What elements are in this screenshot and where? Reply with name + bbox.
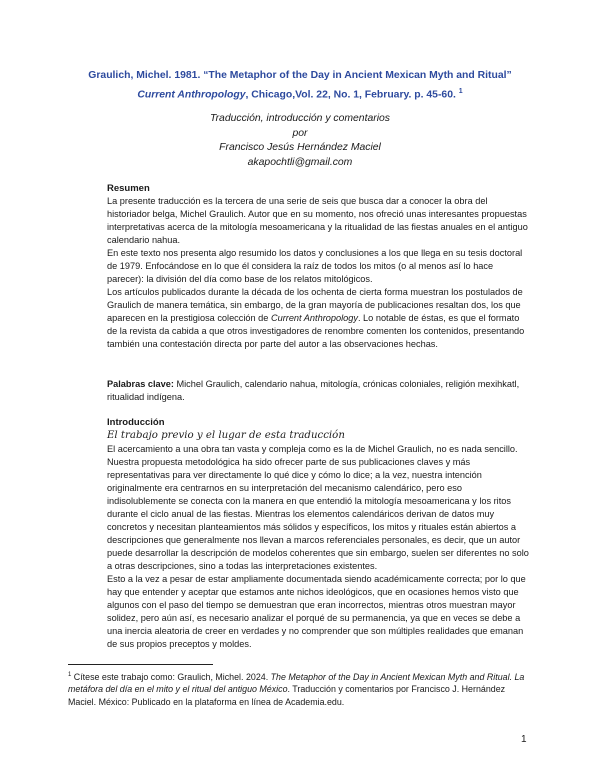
keywords-section bbox=[107, 378, 532, 404]
footnote: $^1$ Cítese este trabajo como: Graulich, Michel. 2024. The Metaphor of the Day in Ancient Mexican Myth and Ritual. La metáfora del día en el mito y el ritual del antiguo México. Traducción y comentarios por Francisco J. Hernández Maciel. México: Publicado en la plataforma en línea de Academia.edu. bbox=[68, 671, 525, 707]
credits-by: por bbox=[292, 127, 308, 139]
page-number: 1 bbox=[521, 734, 527, 745]
abstract-paragraph: Los artículos publicados durante la década de los ochenta de cierta forma muestran los postulados de Graulich de manera temática, sin embargo, de la gran mayoría de publicaciones resaltan dos, los que aparecen en la prestigiosa colección de Current Anthropology. Lo notable de éstas, es que el formato de la revista da cabida a que otros investigadores de renombre comenten los contenidos, presentando también una contestación directa por parte del autor a las observaciones hechas. bbox=[107, 287, 525, 349]
abstract-paragraph: La presente traducción es la tercera de una serie de seis que busca dar a conocer la obra del historiador belga, Michel Graulich. Autor que en su momento, nos ofreció unas interesantes propuestas interpretativas acerca de la mitología mesoamericana y la ritualidad de las fiestas anuales en el antiguo calendario nahua. bbox=[107, 196, 528, 245]
abstract-paragraph: En este texto nos presenta algo resumido los datos y conclusiones a los que llega en su tesis doctoral de 1979. Enfocándose en lo que él considera la raíz de todos los mitos (o al menos así lo hace parecer): la división del día como base de los relatos mitológicos. bbox=[107, 248, 523, 284]
abstract-section bbox=[107, 182, 532, 351]
keywords-text: Michel Graulich, calendario nahua, mitología, crónicas coloniales, religión mexihkatl, ritualidad indígena. bbox=[107, 379, 520, 402]
footnote-marker[interactable]: 1 bbox=[458, 88, 463, 95]
introduction-heading: Introducción bbox=[107, 417, 165, 428]
footnote-number: 1 bbox=[68, 672, 72, 678]
citation-title bbox=[80, 68, 520, 103]
translator-email[interactable]: akapochtli@gmail.com bbox=[247, 156, 353, 168]
journal-name: Current Anthropology bbox=[137, 89, 246, 101]
translator-name: Francisco Jesús Hernández Maciel bbox=[219, 142, 381, 153]
introduction-section bbox=[107, 416, 532, 651]
introduction-subheading: El trabajo previo y el lugar de esta traducción bbox=[107, 430, 345, 441]
citation-title-line2: Current Anthropology, Chicago,Vol. 22, No. 1, February. p. 45-60. $^1$ bbox=[137, 88, 463, 101]
introduction-paragraph: El acercamiento a una obra tan vasta y compleja como es la de Michel Graulich, no es nada sencillo. Nuestra propuesta metodológica ha sido ofrecer parte de sus publicaciones claves y más representativas para ver directamente lo qué dice y cómo lo dice; a la vez, nuestra intención originalmente era centrarnos en su interpretación del mecanismo calendárico, pero eso indisolublemente se conecta con la manera en que entendió la mitología mesoamericana y los ritos durante el ciclo anual de las fiestas. Mientras los elementos calendáricos derivan de datos muy concretos y necesitan planteamientos más sólidos y específicos, los mitos y rituales están abiertos a descripciones que generalmente nos llevan a marcos referenciales personales, es decir, que un autor puede desarrollar la descripción de modelos coherentes que sin embargo, suelen ser diferentes no solo a otras descripciones, sino a todas las interpretaciones existentes. bbox=[107, 444, 529, 571]
introduction-paragraph: Esto a la vez a pesar de estar ampliamente documentada siendo académicamente correcta; por lo que hay que entender y aceptar que estamos ante nichos ideológicos, que en ocasiones hemos visto que algunos con el paso del tiempo se demuestran que eran incorrectos, mientras otros muestran mayor solidez, pero aún así, es necesario analizar el porqué de su permanencia, ya que en veces se debe a una inercia aleatoria de creer en verdades y no comprender que son múltiples realidades que emanan de sus propios preceptos y moldes. bbox=[107, 574, 526, 649]
citation-title-line1: Graulich, Michel. 1981. “The Metaphor of the Day in Ancient Mexican Myth and Ritual” bbox=[88, 70, 512, 81]
abstract-heading: Resumen bbox=[107, 183, 150, 194]
credits-line: Traducción, introducción y comentarios bbox=[210, 113, 390, 124]
keywords-label: Palabras clave: bbox=[107, 379, 174, 389]
translation-credits bbox=[120, 112, 480, 170]
footnote-divider bbox=[68, 664, 213, 665]
